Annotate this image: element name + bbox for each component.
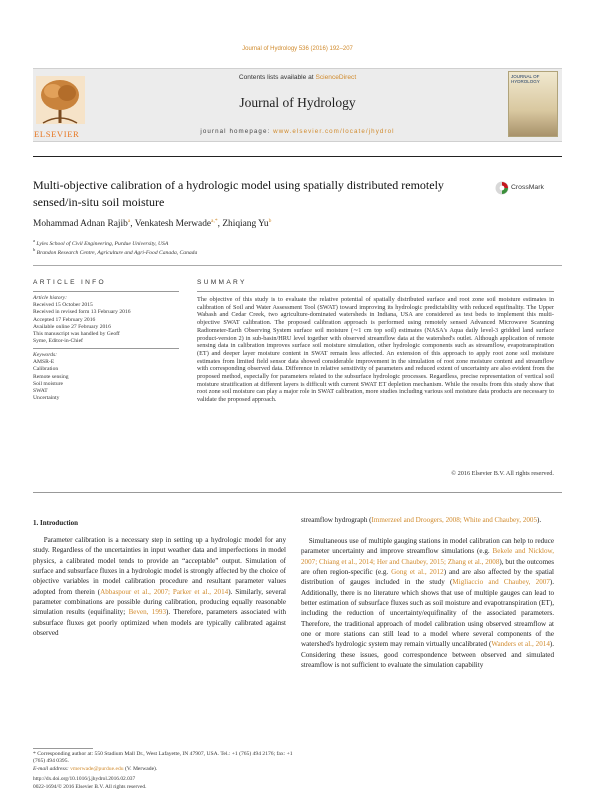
keyword: Calibration	[33, 366, 59, 373]
article-info-heading: ARTICLE INFO	[33, 279, 106, 286]
author-affil-sup: a	[127, 218, 131, 224]
citation-link[interactable]: Bekele and Nicklow, 2007; Chiang et al., 2014; Her and Chaubey, 2015; Zhang et al., 2008	[301, 547, 554, 566]
affiliation-sup: a	[33, 238, 35, 243]
history-entry: Syme, Editor-in-Chief	[33, 338, 83, 345]
body-text: ), but the outcomes are often region-specific (e.g.	[301, 557, 556, 577]
abstract-copyright: © 2016 Elsevier B.V. All rights reserved.	[451, 470, 554, 477]
author-name[interactable]: Zhiqiang Yu	[222, 219, 269, 230]
keywords-divider	[33, 348, 179, 349]
author-separator: ,	[217, 219, 223, 230]
affiliation-text: Brandon Research Centre, Agriculture and Agri-Food Canada, Canada	[36, 249, 198, 256]
body-text: ). Therefore, parameters associated with subsurface fluxes get poorly optimized when models are typically calibrated against observed	[33, 608, 288, 638]
crossmark-badge[interactable]	[495, 180, 557, 196]
author-affil-sup: b	[268, 218, 272, 224]
summary-divider	[197, 291, 554, 292]
journal-citation[interactable]: Journal of Hydrology 536 (2016) 192–207	[242, 46, 353, 52]
sciencedirect-link[interactable]: ScienceDirect	[315, 74, 357, 81]
keyword: Uncertainty	[33, 395, 60, 402]
intro-paragraph-left	[33, 535, 286, 638]
citation-link[interactable]: Migliaccio and Chaubey, 2007	[452, 578, 550, 587]
author-separator: ,	[130, 219, 135, 230]
article-title: Multi-objective calibration of a hydrologic model using spatially distributed remotely sensed/in-situ soil moisture	[33, 178, 444, 209]
body-text: ). Additionally, there is no literature which shows that use of multiple gauges can lead to better estimation of subsurface fluxes such as soil moisture and evapotranspiration (ET), including the reduction of uncertainty/equifinality of the associated parameters. Therefore, the traditional approach of model calibration using observed streamflow at one or more stations can still lead to a model where several components of the watershed's hydrologic system may remain virtually uncalibrated (	[301, 578, 556, 649]
keyword: SWAT	[33, 388, 48, 395]
section-divider	[33, 492, 562, 493]
cover-title: JOURNAL OF HYDROLOGY	[511, 74, 540, 84]
keyword: AMSR-E	[33, 359, 55, 366]
affiliation-text: Lyles School of Civil Engineering, Purdue University, USA	[36, 240, 169, 247]
intro-paragraph-right-1	[301, 515, 554, 525]
article-info-divider	[33, 291, 179, 292]
body-text: streamflow hydrograph (	[301, 516, 372, 524]
affiliation	[33, 247, 553, 256]
body-text: Parameter calibration is a necessary step in setting up a hydrologic model for any study. Regardless of the uncertainties in input weather data and imperfections in model physics, a calibrated model tends to provide an “acceptable” output. Simulation of surface and subsurface fluxes in a hydrologic model is strongly affected by the choice of objective variables in model calibration procedure and resultant parameter values adopted from therein (	[33, 536, 288, 596]
body-text: ). Similarly, several parameter combinations are possible during calibration, producing equally reasonable simulation results (equifinality;	[33, 587, 288, 617]
affiliation	[33, 238, 553, 247]
crossmark-label: CrossMark	[511, 184, 544, 191]
header-divider	[33, 156, 562, 157]
citation-link[interactable]: Immerzeel and Droogers, 2008; White and Chaubey, 2005	[371, 516, 538, 524]
history-entry: Received in revised form 13 February 2016	[33, 309, 131, 316]
keywords	[33, 352, 179, 402]
journal-homepage	[0, 128, 595, 135]
author-name[interactable]: Mohammad Adnan Rajib	[33, 219, 128, 230]
article-history	[33, 295, 179, 345]
homepage-prefix: journal homepage:	[200, 128, 271, 135]
citation-link[interactable]: Beven, 1993	[128, 608, 166, 617]
publisher-logo-text: ELSEVIER	[34, 129, 80, 139]
author-name[interactable]: Venkatesh Merwade	[134, 219, 212, 230]
author-affil-sup: a,*	[211, 218, 218, 224]
email-link[interactable]: vmerwade@purdue.edu	[70, 766, 124, 772]
citation-link[interactable]: Gong et al., 2012	[391, 568, 444, 577]
contents-prefix: Contents lists available at	[238, 74, 314, 81]
keywords-label: Keywords:	[33, 352, 58, 358]
body-text: Simultaneous use of multiple gauging stations in model calibration can help to reduce parameter uncertainty and improve streamflow simulations (e.g.	[301, 537, 556, 556]
citation-link[interactable]: Abbaspour et al., 2007; Parker et al., 2014	[100, 587, 229, 596]
affiliation-divider	[33, 265, 562, 266]
summary-heading: SUMMARY	[197, 279, 247, 286]
section-heading: 1. Introduction	[33, 519, 78, 527]
footnote-divider	[33, 748, 93, 749]
body-text: ). Considering these issues, good correspondence between observed and simulated streamflow is not sufficient to evaluate the simulation capability	[301, 640, 556, 670]
crossmark-icon	[495, 181, 509, 195]
history-entry: This manuscript was handled by Geoff	[33, 331, 120, 338]
body-text: ) and are also affected by the spatial distribution of gauges included in the study (	[301, 568, 556, 587]
citation-link[interactable]: Wanders et al., 2014	[491, 640, 550, 649]
contents-line	[0, 74, 595, 81]
corresponding-author-footnote: * Corresponding author at: 550 Stadium Mall Dr., West Lafayette, IN 47907, USA. Tel.: +1 (765) 494 2176; fax: +1 (765) 494 0395.	[33, 751, 293, 765]
keyword: Remote sensing	[33, 373, 69, 380]
history-entry: Available online 27 February 2016	[33, 323, 111, 330]
email-footnote	[33, 766, 293, 773]
history-label: Article history:	[33, 295, 68, 301]
keyword: Soil moisture	[33, 380, 63, 387]
author-list	[33, 218, 553, 229]
abstract-text: The objective of this study is to evaluate the relative potential of spatially distributed surface and root zone soil moisture estimates in calibration of Soil and Water Assessment Tool (SWAT) toward improving its hydrologic predictability with reduced equifinality. The Upper Wabash and Cedar Creek, two agriculture-dominated watersheds in Indiana, USA are considered as test beds to implement this multi-objective SWAT calibration. The proposed calibration approach is performed using remotely sensed Advanced Microwave Scanning Radiometer-Earth Observing System surface soil moisture (∼1 cm top soil) estimates (NASA's Aqua daily level-3 gridded land surface product-version 2) in sub-basin/HRU level together with observed streamflow data at the watershed's outlet. Although application of remote sensing data in calibration improves surface soil moisture simulation, other hydrologic components such as streamflow, evapotranspiration (ET) and deeper layer moisture content in SWAT remain less affected. An extension of this approach to apply root zone soil moisture estimates from limited field sensor data showed considerable improvement in the simulation of root zone moisture content and streamflow with corresponding observed data. Difference in relative sensitivity of parameters and reduced extent of uncertainty are also evident from the proposed method, especially for parameters related to the subsurface hydrologic processes. Regardless, precise representation of vertical soil moisture stratification at different layers is difficult with current SWAT ET depletion mechanism. While the results from this study show that root zone soil moisture can play a major role in SWAT calibration, more studies including various soil moisture data products are necessary to validate the proposed approach.	[197, 296, 554, 404]
email-label: E-mail address:	[33, 766, 69, 772]
history-entry: Received 15 October 2015	[33, 302, 93, 309]
homepage-link[interactable]: www.elsevier.com/locate/jhydrol	[273, 128, 395, 135]
intro-paragraph-right-2	[301, 536, 554, 670]
body-text: ).	[537, 516, 542, 524]
issn-line: 0022-1694/© 2016 Elsevier B.V. All rights reserved.	[33, 784, 147, 790]
history-entry: Accepted 17 February 2016	[33, 316, 96, 323]
email-suffix: (V. Merwade).	[123, 766, 158, 772]
affiliation-sup: b	[33, 247, 36, 252]
doi-link[interactable]: http://dx.doi.org/10.1016/j.jhydrol.2016.02.037	[33, 776, 136, 782]
journal-name: Journal of Hydrology	[239, 95, 356, 110]
